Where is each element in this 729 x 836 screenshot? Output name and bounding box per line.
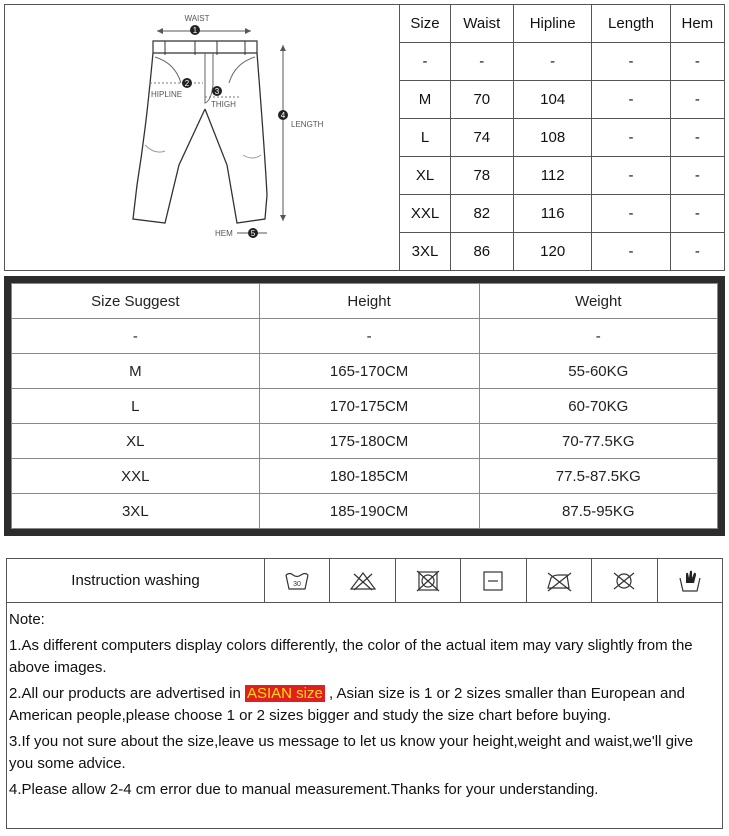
table-cell: 77.5-87.5KG	[479, 459, 717, 494]
table-cell: 175-180CM	[259, 424, 479, 459]
size-suggest-header: Size Suggest	[12, 284, 260, 319]
thigh-label: THIGH	[211, 100, 236, 109]
table-cell: -	[592, 233, 670, 270]
marker-1: 1	[192, 26, 198, 35]
table-cell: 116	[514, 195, 592, 233]
note-1: 1.As different computers display colors differently, the color of the actual item may vary slightly from the above images.	[9, 636, 693, 676]
table-row	[400, 80, 724, 118]
note-2-line-2: American people,please choose 1 or 2 sizes bigger and study the size chart before buying.	[9, 707, 612, 724]
table-row	[12, 354, 718, 389]
length-label: LENGTH	[291, 120, 324, 129]
table-cell: 180-185CM	[259, 459, 479, 494]
notes-section	[6, 603, 723, 829]
washing-label: Instruction washing	[7, 559, 265, 602]
table-cell: -	[670, 157, 724, 195]
table-cell: -	[670, 42, 724, 80]
marker-2: 2	[184, 79, 190, 88]
asian-size-highlight: ASIAN size	[246, 684, 323, 702]
hem-label: HEM	[215, 229, 233, 238]
washing-instructions-bar	[6, 558, 723, 603]
table-cell: -	[400, 42, 450, 80]
table-row	[400, 233, 724, 270]
notes-title: Note:	[9, 611, 45, 628]
table-cell: 170-175CM	[259, 389, 479, 424]
size-chart-header: Length	[592, 5, 670, 42]
table-cell: -	[670, 195, 724, 233]
size-chart-header: Waist	[450, 5, 513, 42]
size-suggest-header: Weight	[479, 284, 717, 319]
table-row	[400, 157, 724, 195]
table-cell: 82	[450, 195, 513, 233]
table-cell: 86	[450, 233, 513, 270]
table-cell: 74	[450, 118, 513, 156]
table-cell: -	[450, 42, 513, 80]
marker-4: 4	[280, 111, 286, 120]
table-row	[12, 494, 718, 529]
size-suggest-header-row	[12, 284, 718, 319]
table-cell: 104	[514, 80, 592, 118]
pants-drawing	[5, 5, 401, 270]
table-cell: 112	[514, 157, 592, 195]
hipline-label: HIPLINE	[151, 90, 183, 99]
no-bleach-icon	[330, 559, 395, 602]
table-cell: -	[514, 42, 592, 80]
table-cell: 60-70KG	[479, 389, 717, 424]
table-cell: 165-170CM	[259, 354, 479, 389]
marker-5: 5	[250, 229, 256, 238]
table-row	[12, 459, 718, 494]
note-2	[9, 683, 720, 706]
table-cell: L	[400, 118, 450, 156]
table-cell: XL	[400, 157, 450, 195]
table-cell: 3XL	[400, 233, 450, 270]
table-cell: 55-60KG	[479, 354, 717, 389]
no-dry-clean-icon	[592, 559, 657, 602]
table-cell: -	[592, 195, 670, 233]
table-cell: 3XL	[12, 494, 260, 529]
table-cell: -	[259, 319, 479, 354]
table-row	[12, 424, 718, 459]
table-cell: 87.5-95KG	[479, 494, 717, 529]
pants-measurement-diagram	[5, 5, 400, 270]
table-cell: M	[400, 80, 450, 118]
table-cell: 78	[450, 157, 513, 195]
no-tumble-dry-icon	[396, 559, 461, 602]
note-4: 4.Please allow 2-4 cm error due to manual measurement.Thanks for your understanding.	[9, 780, 599, 798]
table-cell: -	[670, 233, 724, 270]
no-iron-icon	[527, 559, 592, 602]
hand-wash-icon	[265, 559, 330, 602]
size-suggest-frame	[4, 276, 725, 536]
table-cell: -	[479, 319, 717, 354]
table-cell: XXL	[12, 459, 260, 494]
size-suggest-header: Height	[259, 284, 479, 319]
table-cell: 108	[514, 118, 592, 156]
table-cell: M	[12, 354, 260, 389]
table-cell: -	[592, 157, 670, 195]
table-cell: 185-190CM	[259, 494, 479, 529]
table-row	[12, 389, 718, 424]
size-chart-table	[400, 5, 724, 270]
table-cell: L	[12, 389, 260, 424]
note-3: 3.If you not sure about the size,leave us message to let us know your height,weight and waist,we'll give you some advice.	[9, 732, 694, 772]
size-chart-section	[4, 4, 725, 271]
flat-dry-icon	[461, 559, 526, 602]
table-row	[400, 118, 724, 156]
table-cell: XL	[12, 424, 260, 459]
table-row	[400, 195, 724, 233]
table-cell: -	[592, 42, 670, 80]
note-2-text: 2.All our products are advertised in	[9, 684, 245, 702]
size-chart-header: Hipline	[514, 5, 592, 42]
size-chart-header-row	[400, 5, 724, 42]
table-cell: -	[592, 80, 670, 118]
table-cell: -	[670, 118, 724, 156]
do-not-wring-icon	[658, 559, 722, 602]
size-chart-header: Size	[400, 5, 450, 42]
table-cell: XXL	[400, 195, 450, 233]
table-cell: -	[12, 319, 260, 354]
table-cell: 70	[450, 80, 513, 118]
marker-3: 3	[214, 87, 220, 96]
table-row	[400, 42, 724, 80]
size-chart-header: Hem	[670, 5, 724, 42]
table-cell: -	[592, 118, 670, 156]
note-2-text-cont: , Asian size is 1 or 2 sizes smaller than European and	[324, 684, 686, 702]
svg-text:30: 30	[293, 580, 302, 588]
size-suggest-table	[11, 283, 718, 529]
table-row	[12, 319, 718, 354]
table-cell: -	[670, 80, 724, 118]
table-cell: 70-77.5KG	[479, 424, 717, 459]
waist-label: WAIST	[184, 14, 210, 23]
table-cell: 120	[514, 233, 592, 270]
